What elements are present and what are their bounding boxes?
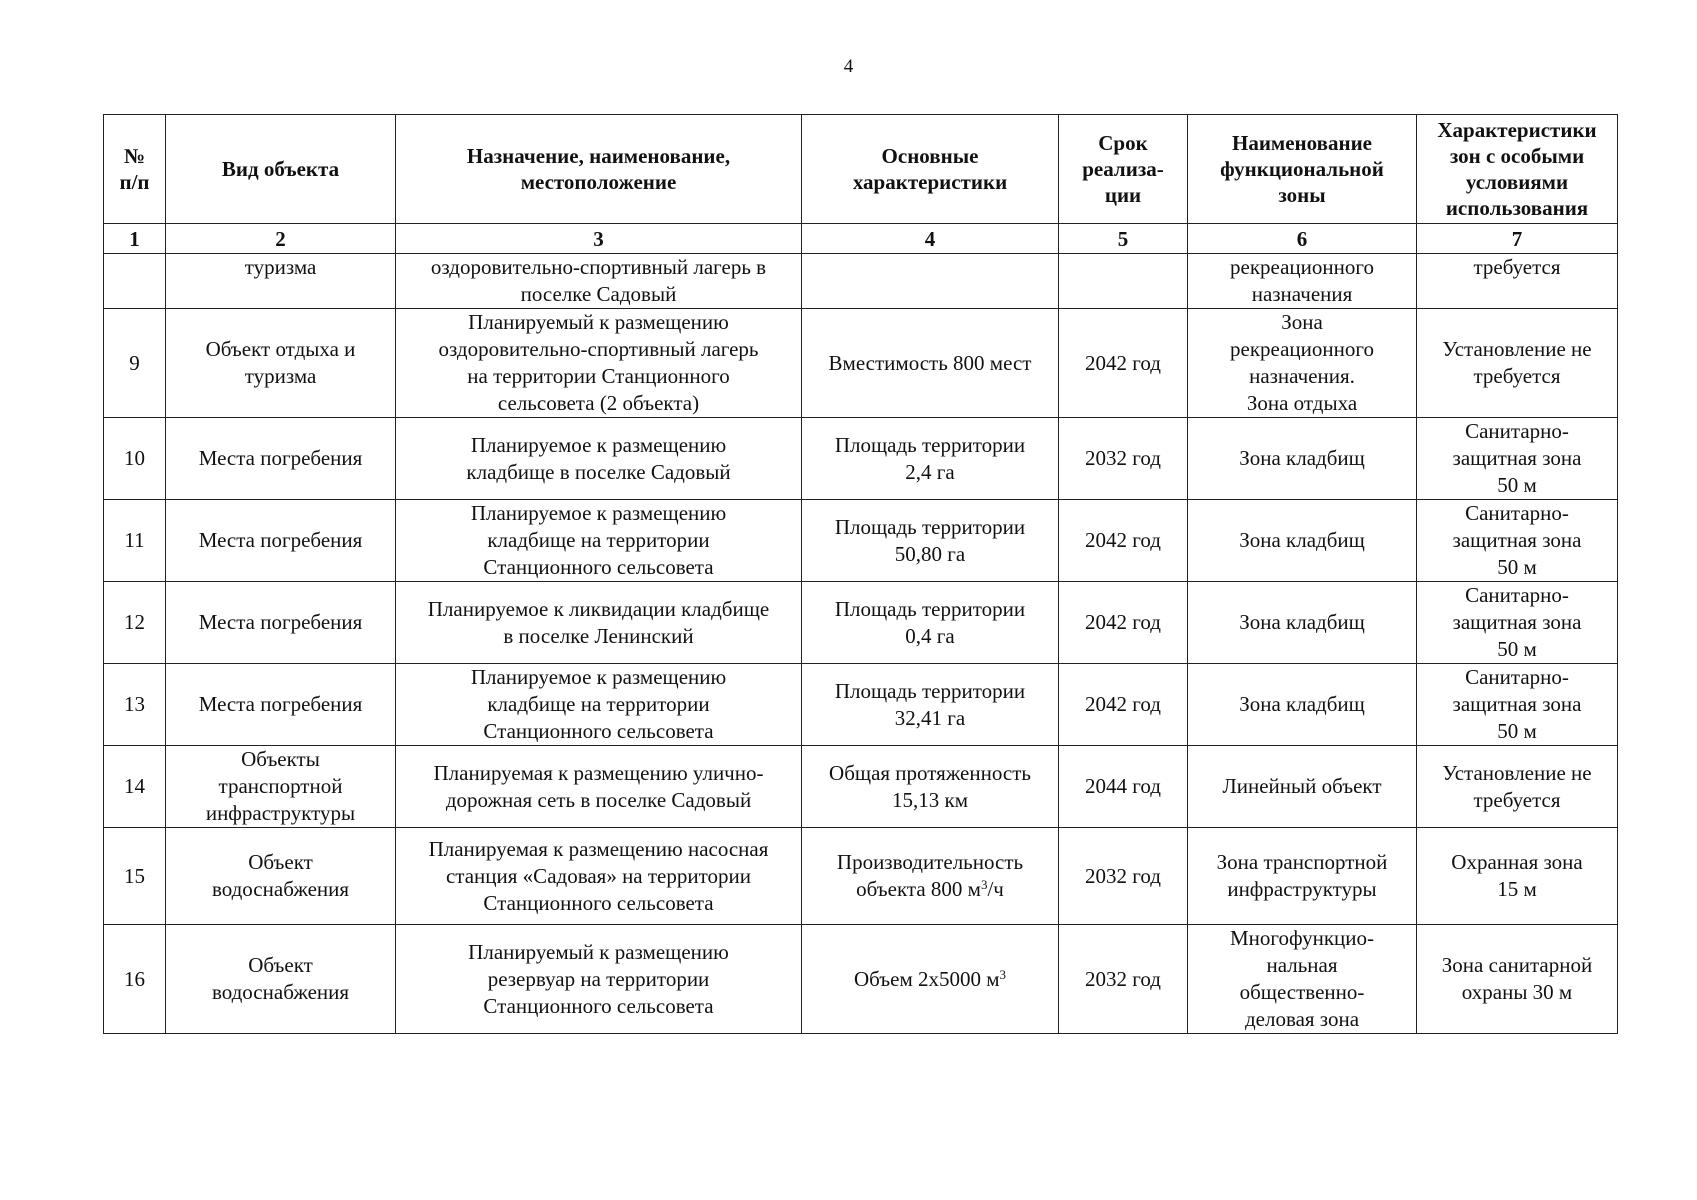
table-row [104, 582, 1618, 664]
characteristics-text: Объем 2х5000 м [853, 966, 1000, 991]
cell-object-type: Объект отдыха и туризма [166, 309, 396, 418]
cell-term [1059, 254, 1188, 309]
cell-zone: Зона рекреационного назначения. Зона отдыха [1188, 309, 1417, 418]
cell-purpose: Планируемое к размещению кладбище на территории Станционного сельсовета [396, 664, 802, 746]
cell-characteristics: Вместимость 800 мест [802, 309, 1059, 418]
cell-characteristics: Площадь территории 32,41 га [802, 664, 1059, 746]
cell-special-zones: Зона санитарной охраны 30 м [1417, 925, 1618, 1034]
cell-characteristics: Площадь территории 50,80 га [802, 500, 1059, 582]
cell-special-zones: Санитарно- защитная зона 50 м [1417, 500, 1618, 582]
cell-special-zones: требуется [1417, 254, 1618, 309]
cell-object-type: туризма [166, 254, 396, 309]
cell-characteristics [802, 254, 1059, 309]
superscript-exponent: 3 [999, 966, 1007, 982]
cell-special-zones: Установление не требуется [1417, 309, 1618, 418]
header-zone: Наименование функциональной зоны [1188, 115, 1417, 224]
cell-special-zones: Санитарно- защитная зона 50 м [1417, 582, 1618, 664]
table-row [104, 925, 1618, 1034]
cell-characteristics: Площадь территории 2,4 га [802, 418, 1059, 500]
cell-zone: Многофункцио- нальная общественно- деловая зона [1188, 925, 1417, 1034]
cell-number: 14 [104, 746, 166, 828]
cell-special-zones: Санитарно- защитная зона 50 м [1417, 418, 1618, 500]
cell-number: 15 [104, 828, 166, 925]
table-row [104, 664, 1618, 746]
column-number: 5 [1059, 224, 1188, 254]
header-purpose: Назначение, наименование, местоположение [396, 115, 802, 224]
characteristics-text: объекта 800 м [856, 877, 981, 901]
cell-object-type: Объект водоснабжения [166, 925, 396, 1034]
cell-number: 16 [104, 925, 166, 1034]
cell-zone: Линейный объект [1188, 746, 1417, 828]
table-row [104, 418, 1618, 500]
cell-number: 12 [104, 582, 166, 664]
cell-number: 13 [104, 664, 166, 746]
cell-term: 2032 год [1059, 418, 1188, 500]
cell-term: 2044 год [1059, 746, 1188, 828]
cell-purpose: Планируемое к размещению кладбище на территории Станционного сельсовета [396, 500, 802, 582]
column-number: 2 [166, 224, 396, 254]
column-number: 3 [396, 224, 802, 254]
cell-object-type: Места погребения [166, 582, 396, 664]
cell-term: 2042 год [1059, 309, 1188, 418]
header-special-zones: Характеристики зон с особыми условиями использования [1417, 115, 1618, 224]
cell-special-zones: Установление не требуется [1417, 746, 1618, 828]
header-number: № п/п [104, 115, 166, 224]
cell-object-type: Объекты транспортной инфраструктуры [166, 746, 396, 828]
column-number-row [104, 224, 1618, 254]
cell-zone: Зона кладбищ [1188, 664, 1417, 746]
cell-zone: Зона транспортной инфраструктуры [1188, 828, 1417, 925]
cell-term: 2032 год [1059, 828, 1188, 925]
header-term: Срок реализа- ции [1059, 115, 1188, 224]
cell-object-type: Объект водоснабжения [166, 828, 396, 925]
cell-purpose: Планируемый к размещению резервуар на территории Станционного сельсовета [396, 925, 802, 1034]
cell-term: 2042 год [1059, 500, 1188, 582]
table-row [104, 828, 1618, 925]
cell-term: 2042 год [1059, 664, 1188, 746]
column-number: 4 [802, 224, 1059, 254]
cell-zone: Зона кладбищ [1188, 500, 1417, 582]
cell-term: 2042 год [1059, 582, 1188, 664]
header-characteristics: Основные характеристики [802, 115, 1059, 224]
superscript-exponent: 3 [980, 877, 988, 892]
cell-purpose: Планируемое к размещению кладбище в поселке Садовый [396, 418, 802, 500]
table-row [104, 746, 1618, 828]
characteristics-line: Производительность [836, 850, 1024, 874]
cell-purpose: Планируемый к размещению оздоровительно-спортивный лагерь на территории Станционного сельсовета (2 объекта) [396, 309, 802, 418]
cell-purpose: Планируемая к размещению улично- дорожная сеть в поселке Садовый [396, 746, 802, 828]
cell-characteristics: Общая протяженность 15,13 км [802, 746, 1059, 828]
objects-table [103, 114, 1618, 1034]
cell-characteristics [802, 828, 1059, 925]
page-number: 4 [843, 56, 854, 77]
table-header-row [104, 115, 1618, 224]
characteristics-unit: /ч [987, 877, 1004, 901]
header-object-type: Вид объекта [166, 115, 396, 224]
column-number: 7 [1417, 224, 1618, 254]
cell-number [104, 254, 166, 309]
cell-special-zones: Санитарно- защитная зона 50 м [1417, 664, 1618, 746]
cell-characteristics [802, 925, 1059, 1034]
cell-purpose: Планируемое к ликвидации кладбище в поселке Ленинский [396, 582, 802, 664]
cell-term: 2032 год [1059, 925, 1188, 1034]
cell-zone: Зона кладбищ [1188, 418, 1417, 500]
cell-number: 10 [104, 418, 166, 500]
column-number: 6 [1188, 224, 1417, 254]
table-row [104, 254, 1618, 309]
cell-purpose: оздоровительно-спортивный лагерь в поселке Садовый [396, 254, 802, 309]
cell-zone: рекреационного назначения [1188, 254, 1417, 309]
cell-object-type: Места погребения [166, 664, 396, 746]
cell-object-type: Места погребения [166, 500, 396, 582]
column-number: 1 [104, 224, 166, 254]
table-row [104, 500, 1618, 582]
cell-special-zones: Охранная зона 15 м [1417, 828, 1618, 925]
cell-object-type: Места погребения [166, 418, 396, 500]
cell-number: 9 [104, 309, 166, 418]
cell-number: 11 [104, 500, 166, 582]
cell-purpose: Планируемая к размещению насосная станция «Садовая» на территории Станционного сельсовета [396, 828, 802, 925]
cell-characteristics: Площадь территории 0,4 га [802, 582, 1059, 664]
table-row [104, 309, 1618, 418]
cell-zone: Зона кладбищ [1188, 582, 1417, 664]
